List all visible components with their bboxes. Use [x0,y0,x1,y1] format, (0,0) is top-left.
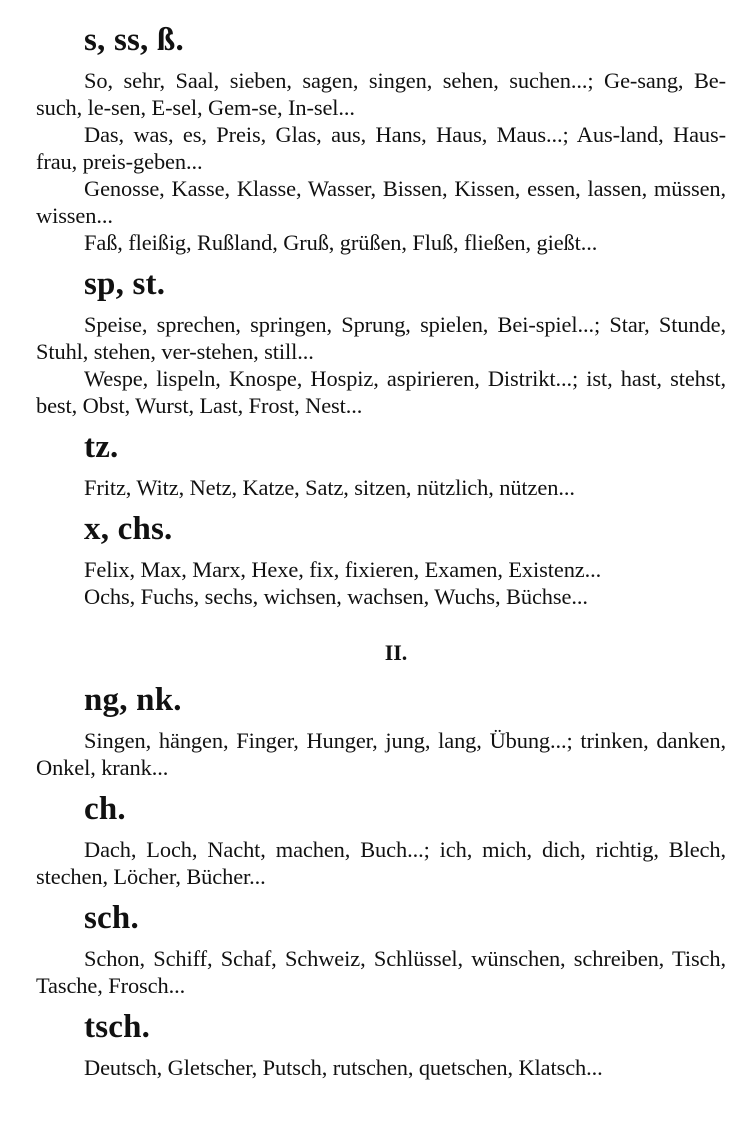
section-s-ss-sz [36,20,726,256]
paragraph: So, sehr, Saal, sieben, sagen, singen, sehen, suchen...; Ge-sang, Be-such, le-sen, E-sel, Gem-se, In-sel... [36,68,726,120]
part-marker: II. [384,640,408,665]
section-heading: s, ss, ß. [84,22,184,58]
paragraph: Schon, Schiff, Schaf, Schweiz, Schlüssel, wünschen, schreiben, Tisch, Tasche, Frosch... [36,946,726,998]
paragraph: Fritz, Witz, Netz, Katze, Satz, sitzen, nützlich, nützen... [84,475,575,500]
paragraph: Singen, hängen, Finger, Hunger, jung, lang, Übung...; trinken, danken, Onkel, krank... [36,728,726,780]
paragraph: Faß, fleißig, Rußland, Gruß, grüßen, Fluß, fließen, gießt... [84,230,598,255]
paragraph: Ochs, Fuchs, sechs, wichsen, wachsen, Wuchs, Büchse... [84,584,588,609]
section-heading: ng, nk. [84,682,182,718]
section-sch [36,898,726,999]
section-x-chs [36,509,726,610]
document-page [36,20,726,1081]
section-heading: x, chs. [84,511,173,547]
paragraph: Speise, sprechen, springen, Sprung, spielen, Bei-spiel...; Star, Stunde, Stuhl, stehen, ver-stehen, still... [36,312,726,364]
section-heading: sch. [84,900,139,936]
section-heading: ch. [84,791,126,827]
paragraph: Wespe, lispeln, Knospe, Hospiz, aspirieren, Distrikt...; ist, hast, stehst, best, Obst, Wurst, Last, Frost, Nest... [36,366,726,418]
section-tsch [36,1007,726,1081]
section-heading: tz. [84,429,119,465]
paragraph: Dach, Loch, Nacht, machen, Buch...; ich, mich, dich, richtig, Blech, stechen, Löcher, Bücher... [36,837,726,889]
paragraph: Felix, Max, Marx, Hexe, fix, fixieren, Examen, Existenz... [84,557,602,582]
paragraph: Das, was, es, Preis, Glas, aus, Hans, Haus, Maus...; Aus-land, Haus-frau, preis-geben... [36,122,726,174]
paragraph: Genosse, Kasse, Klasse, Wasser, Bissen, Kissen, essen, lassen, müssen, wissen... [36,176,726,228]
section-ng-nk [36,680,726,781]
section-heading: tsch. [84,1009,151,1045]
paragraph: Deutsch, Gletscher, Putsch, rutschen, quetschen, Klatsch... [84,1055,603,1080]
section-tz [36,427,726,501]
section-heading: sp, st. [84,266,166,302]
section-ch [36,789,726,890]
section-sp-st [36,264,726,419]
